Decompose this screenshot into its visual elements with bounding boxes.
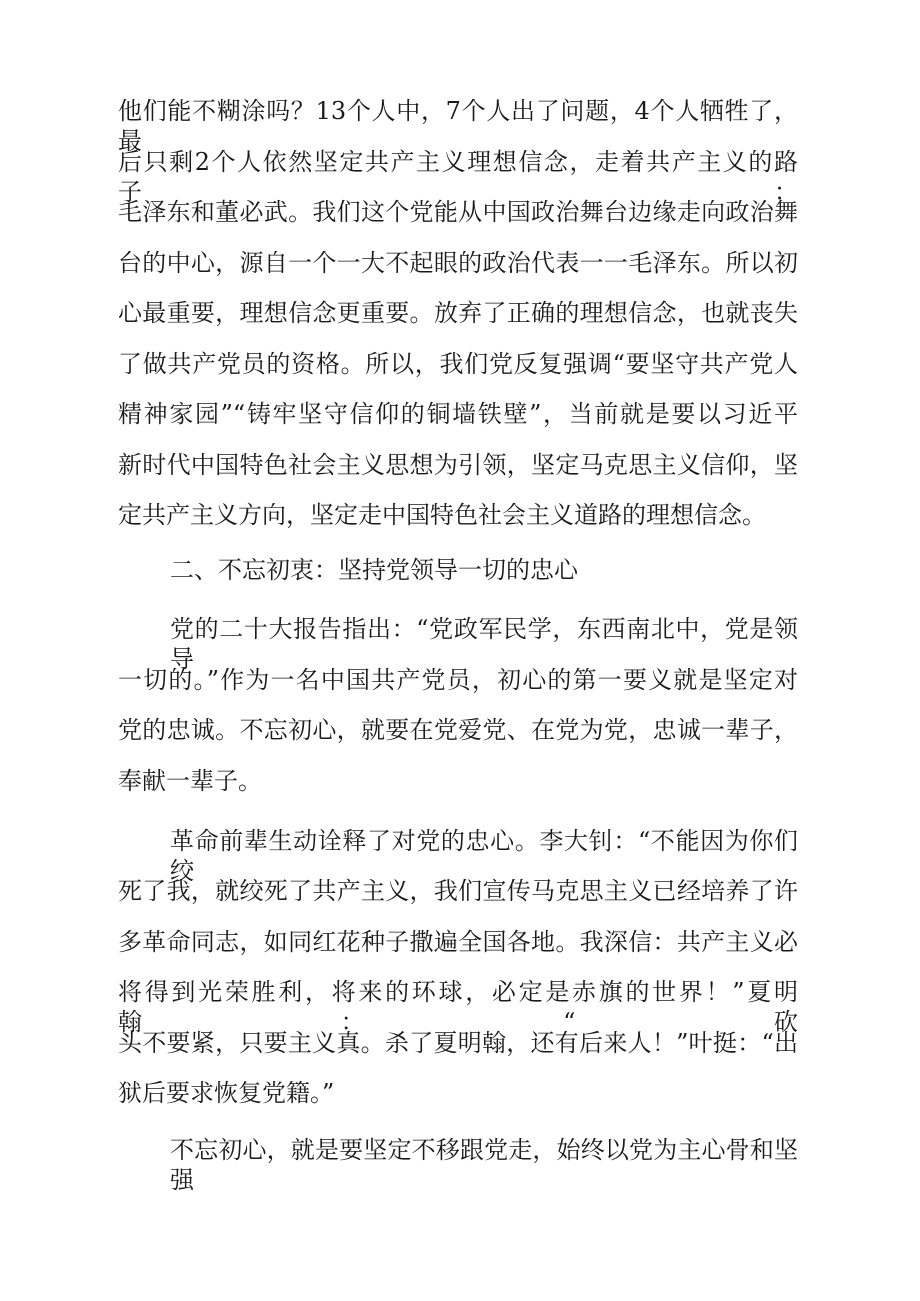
paragraph-line: 了做共产党员的资格。所以，我们党反复强调“要坚守共产党人 [118,350,798,378]
section-heading: 二、不忘初衷：坚持党领导一切的忠心 [170,556,578,584]
paragraph-line: 革命前辈生动诠释了对党的忠心。李大钊：“不能因为你们绞 [170,827,798,885]
paragraph-line: 不忘初心，就是要坚定不移跟党走，始终以党为主心骨和坚强 [170,1136,798,1194]
paragraph-line: 多革命同志，如同红花种子撒遍全国各地。我深信：共产主义必 [118,928,798,956]
paragraph-line: 死了我，就绞死了共产主义，我们宣传马克思主义已经培养了许 [118,877,798,905]
paragraph-line: 一切的。”作为一名中国共产党员，初心的第一要义就是坚定对 [118,666,798,694]
paragraph-line: 定共产主义方向，坚定走中国特色社会主义道路的理想信念。 [118,501,766,529]
paragraph-line: 台的中心，源自一个一大不起眼的政治代表一一毛泽东。所以初 [118,249,798,277]
paragraph-line: 将得到光荣胜利，将来的环球，必定是赤旗的世界！”夏明翰：“砍 [118,978,798,1036]
paragraph-line: 精神家园”“铸牢坚守信仰的铜墙铁壁”，当前就是要以习近平 [118,400,798,428]
paragraph-line: 新时代中国特色社会主义思想为引领，坚定马克思主义信仰，坚 [118,451,798,479]
paragraph-line: 他们能不糊涂吗？13个人中，7个人出了问题，4个人牺牲了，最 [118,97,798,155]
paragraph-line: 后只剩2个人依然坚定共产主义理想信念，走着共产主义的路子： [118,148,798,206]
paragraph-line: 头不要紧，只要主义真。杀了夏明翰，还有后来人！”叶挺：“出 [118,1029,798,1057]
paragraph-line: 党的二十大报告指出：“党政军民学，东西南北中，党是领导 [170,615,798,673]
paragraph-line: 心最重要，理想信念更重要。放弃了正确的理想信念，也就丧失 [118,299,798,327]
paragraph-line: 党的忠诚。不忘初心，就要在党爱党、在党为党，忠诚一辈子， [118,716,798,744]
paragraph-line: 狱后要求恢复党籍。” [118,1079,335,1107]
paragraph-line: 奉献一辈子。 [118,767,262,795]
paragraph-line: 毛泽东和董必武。我们这个党能从中国政治舞台边缘走向政治舞 [118,198,798,226]
